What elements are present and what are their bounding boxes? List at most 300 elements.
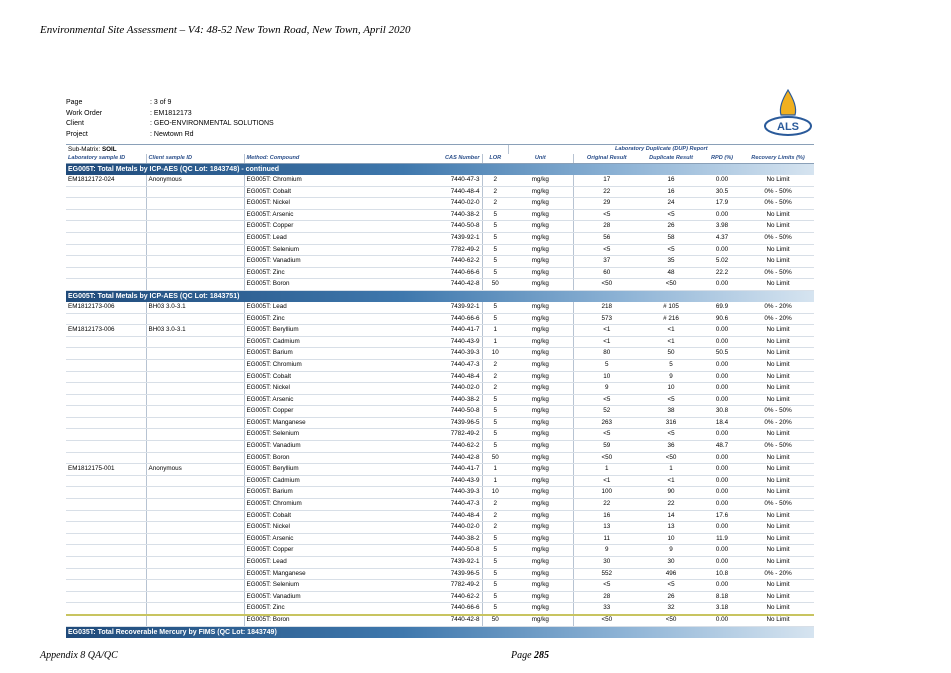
original-result: <5 bbox=[573, 209, 640, 221]
original-result: 552 bbox=[573, 568, 640, 580]
rpd: 17.6 bbox=[702, 510, 742, 522]
client-sample-id bbox=[146, 591, 244, 603]
compound: EG005T: Boron bbox=[244, 279, 432, 291]
rpd: 0.00 bbox=[702, 464, 742, 476]
recovery-limits: 0% - 50% bbox=[742, 441, 814, 453]
lor: 5 bbox=[482, 417, 508, 429]
original-result: <50 bbox=[573, 279, 640, 291]
client-sample-id bbox=[146, 232, 244, 244]
svg-text:ALS: ALS bbox=[777, 121, 799, 133]
lor: 5 bbox=[482, 429, 508, 441]
compound: EG005T: Copper bbox=[244, 221, 432, 233]
recovery-limits: No Limit bbox=[742, 209, 814, 221]
lab-sample-id bbox=[66, 232, 146, 244]
cas-number: 7440-62-2 bbox=[432, 441, 482, 453]
recovery-limits: No Limit bbox=[742, 545, 814, 557]
compound: EG005T: Cobalt bbox=[244, 371, 432, 383]
client-sample-id bbox=[146, 267, 244, 279]
table-row bbox=[66, 394, 814, 406]
compound: EG005T: Zinc bbox=[244, 313, 432, 325]
compound: EG005T: Beryllium bbox=[244, 464, 432, 476]
recovery-limits: No Limit bbox=[742, 336, 814, 348]
table-row bbox=[66, 383, 814, 395]
client-sample-id bbox=[146, 406, 244, 418]
rpd: 0.00 bbox=[702, 499, 742, 511]
rpd: 90.6 bbox=[702, 313, 742, 325]
recovery-limits: No Limit bbox=[742, 580, 814, 592]
client-sample-id bbox=[146, 614, 244, 626]
client-sample-id bbox=[146, 383, 244, 395]
meta-value: : EM1812173 bbox=[150, 109, 192, 117]
compound: EG005T: Vanadium bbox=[244, 256, 432, 268]
recovery-limits: No Limit bbox=[742, 557, 814, 569]
rpd: 0.00 bbox=[702, 371, 742, 383]
cas-number: 7782-49-2 bbox=[432, 580, 482, 592]
cas-number: 7439-92-1 bbox=[432, 302, 482, 313]
section-title: EG035T: Total Recoverable Mercury by FIMS (QC Lot: 1843749) bbox=[66, 626, 814, 638]
lab-sample-id bbox=[66, 522, 146, 534]
table-row bbox=[66, 510, 814, 522]
client-sample-id bbox=[146, 417, 244, 429]
rpd: 0.00 bbox=[702, 487, 742, 499]
rpd: 0.00 bbox=[702, 394, 742, 406]
rpd: 11.9 bbox=[702, 533, 742, 545]
rpd: 17.9 bbox=[702, 198, 742, 210]
lab-sample-id bbox=[66, 510, 146, 522]
lor: 5 bbox=[482, 545, 508, 557]
duplicate-result: 10 bbox=[640, 533, 702, 545]
cas-number: 7440-50-8 bbox=[432, 406, 482, 418]
duplicate-result: <1 bbox=[640, 336, 702, 348]
rpd: 0.00 bbox=[702, 359, 742, 371]
table-row bbox=[66, 359, 814, 371]
original-result: 52 bbox=[573, 406, 640, 418]
table-row bbox=[66, 429, 814, 441]
client-sample-id bbox=[146, 568, 244, 580]
table-row bbox=[66, 348, 814, 360]
cas-number: 7440-66-6 bbox=[432, 267, 482, 279]
duplicate-result: <5 bbox=[640, 209, 702, 221]
section-header bbox=[66, 626, 814, 638]
table-row bbox=[66, 302, 814, 313]
lab-sample-id bbox=[66, 198, 146, 210]
cas-number: 7440-48-4 bbox=[432, 186, 482, 198]
lor: 5 bbox=[482, 533, 508, 545]
meta-value: : GEO-ENVIRONMENTAL SOLUTIONS bbox=[150, 120, 274, 127]
duplicate-result: 5 bbox=[640, 359, 702, 371]
lab-sample-id bbox=[66, 371, 146, 383]
unit: mg/kg bbox=[508, 383, 573, 395]
client-sample-id bbox=[146, 603, 244, 615]
lab-sample-id bbox=[66, 533, 146, 545]
rpd: 30.5 bbox=[702, 186, 742, 198]
rpd: 0.00 bbox=[702, 429, 742, 441]
cas-number: 7440-02-0 bbox=[432, 383, 482, 395]
compound: EG005T: Arsenic bbox=[244, 209, 432, 221]
lor: 5 bbox=[482, 209, 508, 221]
lab-sample-id bbox=[66, 267, 146, 279]
table-row bbox=[66, 267, 814, 279]
lab-sample-id: EM1812173-006 bbox=[66, 325, 146, 337]
als-logo bbox=[762, 88, 814, 138]
lab-sample-id bbox=[66, 406, 146, 418]
duplicate-result: 30 bbox=[640, 557, 702, 569]
rpd: 69.9 bbox=[702, 302, 742, 313]
compound: EG005T: Zinc bbox=[244, 267, 432, 279]
lor: 10 bbox=[482, 348, 508, 360]
cas-number: 7440-50-8 bbox=[432, 221, 482, 233]
client-sample-id bbox=[146, 429, 244, 441]
recovery-limits: No Limit bbox=[742, 603, 814, 615]
client-sample-id bbox=[146, 522, 244, 534]
duplicate-results-table bbox=[66, 145, 814, 638]
recovery-limits: 0% - 50% bbox=[742, 232, 814, 244]
unit: mg/kg bbox=[508, 348, 573, 360]
duplicate-result: # 216 bbox=[640, 313, 702, 325]
lor: 5 bbox=[482, 441, 508, 453]
original-result: 17 bbox=[573, 175, 640, 186]
section-header bbox=[66, 290, 814, 302]
table-row bbox=[66, 487, 814, 499]
original-result: 13 bbox=[573, 522, 640, 534]
original-result: <5 bbox=[573, 580, 640, 592]
submatrix-cell bbox=[66, 145, 508, 154]
duplicate-result: 35 bbox=[640, 256, 702, 268]
bottom-rule bbox=[66, 614, 814, 616]
recovery-limits: No Limit bbox=[742, 510, 814, 522]
unit: mg/kg bbox=[508, 267, 573, 279]
client-sample-id bbox=[146, 452, 244, 464]
table-row bbox=[66, 499, 814, 511]
compound: EG005T: Zinc bbox=[244, 603, 432, 615]
table-row bbox=[66, 313, 814, 325]
duplicate-result: 26 bbox=[640, 591, 702, 603]
meta-value: : Newtown Rd bbox=[150, 130, 194, 138]
submatrix-value: SOIL bbox=[101, 146, 117, 153]
compound: EG005T: Nickel bbox=[244, 383, 432, 395]
cas-number: 7440-43-9 bbox=[432, 475, 482, 487]
compound: EG005T: Chromium bbox=[244, 175, 432, 186]
cas-number: 7439-96-5 bbox=[432, 417, 482, 429]
cas-number: 7440-47-3 bbox=[432, 175, 482, 186]
column-header: Recovery Limits (%) bbox=[742, 154, 814, 164]
lab-sample-id bbox=[66, 279, 146, 291]
lab-sample-id bbox=[66, 244, 146, 256]
unit: mg/kg bbox=[508, 510, 573, 522]
unit: mg/kg bbox=[508, 232, 573, 244]
original-result: <1 bbox=[573, 325, 640, 337]
duplicate-result: 58 bbox=[640, 232, 702, 244]
rpd: 0.00 bbox=[702, 522, 742, 534]
meta-row bbox=[66, 119, 274, 130]
client-sample-id bbox=[146, 209, 244, 221]
lor: 2 bbox=[482, 198, 508, 210]
cas-number: 7440-43-9 bbox=[432, 336, 482, 348]
lab-sample-id bbox=[66, 429, 146, 441]
cas-number: 7440-38-2 bbox=[432, 209, 482, 221]
duplicate-result: 9 bbox=[640, 545, 702, 557]
table-row bbox=[66, 232, 814, 244]
unit: mg/kg bbox=[508, 522, 573, 534]
rpd: 3.18 bbox=[702, 603, 742, 615]
original-result: 263 bbox=[573, 417, 640, 429]
compound: EG005T: Copper bbox=[244, 545, 432, 557]
unit: mg/kg bbox=[508, 568, 573, 580]
cas-number: 7440-47-3 bbox=[432, 499, 482, 511]
rpd: 0.00 bbox=[702, 244, 742, 256]
lor: 5 bbox=[482, 221, 508, 233]
recovery-limits: No Limit bbox=[742, 325, 814, 337]
compound: EG005T: Cobalt bbox=[244, 186, 432, 198]
column-header: Duplicate Result bbox=[640, 154, 702, 164]
unit: mg/kg bbox=[508, 394, 573, 406]
column-header: Laboratory sample ID bbox=[66, 154, 146, 164]
table-row bbox=[66, 406, 814, 418]
lor: 2 bbox=[482, 186, 508, 198]
original-result: 16 bbox=[573, 510, 640, 522]
original-result: 29 bbox=[573, 198, 640, 210]
unit: mg/kg bbox=[508, 279, 573, 291]
cas-number: 7440-50-8 bbox=[432, 545, 482, 557]
lab-sample-id bbox=[66, 557, 146, 569]
compound: EG005T: Nickel bbox=[244, 522, 432, 534]
recovery-limits: 0% - 50% bbox=[742, 499, 814, 511]
compound: EG005T: Lead bbox=[244, 302, 432, 313]
duplicate-result: <50 bbox=[640, 279, 702, 291]
table-row bbox=[66, 591, 814, 603]
recovery-limits: No Limit bbox=[742, 533, 814, 545]
lab-sample-id bbox=[66, 499, 146, 511]
compound: EG005T: Selenium bbox=[244, 244, 432, 256]
original-result: 10 bbox=[573, 371, 640, 383]
cas-number: 7440-39-3 bbox=[432, 487, 482, 499]
lor: 5 bbox=[482, 557, 508, 569]
lor: 1 bbox=[482, 336, 508, 348]
meta-row bbox=[66, 130, 274, 141]
unit: mg/kg bbox=[508, 499, 573, 511]
recovery-limits: No Limit bbox=[742, 279, 814, 291]
table-row bbox=[66, 175, 814, 186]
cas-number: 7440-42-8 bbox=[432, 614, 482, 626]
compound: EG005T: Manganese bbox=[244, 568, 432, 580]
compound: EG005T: Arsenic bbox=[244, 394, 432, 406]
original-result: 11 bbox=[573, 533, 640, 545]
duplicate-result: 1 bbox=[640, 464, 702, 476]
cas-number: 7440-38-2 bbox=[432, 533, 482, 545]
unit: mg/kg bbox=[508, 441, 573, 453]
recovery-limits: No Limit bbox=[742, 487, 814, 499]
rpd: 30.8 bbox=[702, 406, 742, 418]
rpd: 0.00 bbox=[702, 383, 742, 395]
table-row bbox=[66, 522, 814, 534]
section-header bbox=[66, 164, 814, 176]
lab-sample-id bbox=[66, 348, 146, 360]
duplicate-result: 9 bbox=[640, 371, 702, 383]
compound: EG005T: Chromium bbox=[244, 499, 432, 511]
rpd: 0.00 bbox=[702, 452, 742, 464]
recovery-limits: No Limit bbox=[742, 371, 814, 383]
table-row bbox=[66, 221, 814, 233]
client-sample-id bbox=[146, 499, 244, 511]
duplicate-result: 14 bbox=[640, 510, 702, 522]
column-header: RPD (%) bbox=[702, 154, 742, 164]
unit: mg/kg bbox=[508, 221, 573, 233]
recovery-limits: 0% - 20% bbox=[742, 568, 814, 580]
lor: 10 bbox=[482, 487, 508, 499]
original-result: 22 bbox=[573, 499, 640, 511]
compound: EG005T: Lead bbox=[244, 557, 432, 569]
duplicate-result: <1 bbox=[640, 475, 702, 487]
duplicate-result: 26 bbox=[640, 221, 702, 233]
cas-number: 7440-42-8 bbox=[432, 279, 482, 291]
lor: 5 bbox=[482, 302, 508, 313]
lor: 1 bbox=[482, 464, 508, 476]
original-result: 5 bbox=[573, 359, 640, 371]
lab-sample-id bbox=[66, 591, 146, 603]
meta-label: Work Order bbox=[66, 109, 103, 117]
lab-sample-id bbox=[66, 313, 146, 325]
client-sample-id: BH03 3.0-3.1 bbox=[146, 325, 244, 337]
original-result: <50 bbox=[573, 452, 640, 464]
table-row bbox=[66, 244, 814, 256]
compound: EG005T: Manganese bbox=[244, 417, 432, 429]
compound: EG005T: Barium bbox=[244, 487, 432, 499]
client-sample-id bbox=[146, 557, 244, 569]
report-title: Laboratory Duplicate (DUP) Report bbox=[508, 145, 814, 154]
client-sample-id bbox=[146, 441, 244, 453]
lor: 50 bbox=[482, 614, 508, 626]
lab-sample-id bbox=[66, 209, 146, 221]
compound: EG005T: Selenium bbox=[244, 580, 432, 592]
lab-sample-id bbox=[66, 614, 146, 626]
unit: mg/kg bbox=[508, 429, 573, 441]
recovery-limits: No Limit bbox=[742, 464, 814, 476]
compound: EG005T: Cadmium bbox=[244, 475, 432, 487]
compound: EG005T: Vanadium bbox=[244, 441, 432, 453]
cas-number: 7440-48-4 bbox=[432, 510, 482, 522]
duplicate-result: 50 bbox=[640, 348, 702, 360]
unit: mg/kg bbox=[508, 336, 573, 348]
table-row bbox=[66, 557, 814, 569]
report-meta bbox=[66, 98, 274, 140]
rpd: 8.18 bbox=[702, 591, 742, 603]
compound: EG005T: Lead bbox=[244, 232, 432, 244]
unit: mg/kg bbox=[508, 487, 573, 499]
lor: 2 bbox=[482, 383, 508, 395]
table-row bbox=[66, 441, 814, 453]
table-row bbox=[66, 464, 814, 476]
client-sample-id bbox=[146, 186, 244, 198]
duplicate-result: <5 bbox=[640, 580, 702, 592]
cas-number: 7440-62-2 bbox=[432, 591, 482, 603]
compound: EG005T: Selenium bbox=[244, 429, 432, 441]
table-row bbox=[66, 209, 814, 221]
client-sample-id bbox=[146, 533, 244, 545]
compound: EG005T: Copper bbox=[244, 406, 432, 418]
client-sample-id bbox=[146, 256, 244, 268]
cas-number: 7440-66-6 bbox=[432, 313, 482, 325]
lor: 2 bbox=[482, 499, 508, 511]
unit: mg/kg bbox=[508, 359, 573, 371]
footer-appendix: Appendix 8 QA/QC bbox=[40, 650, 118, 661]
table-row bbox=[66, 371, 814, 383]
column-header-row bbox=[66, 154, 814, 164]
client-sample-id: BH03 3.0-3.1 bbox=[146, 302, 244, 313]
original-result: 28 bbox=[573, 591, 640, 603]
duplicate-result: 16 bbox=[640, 175, 702, 186]
client-sample-id bbox=[146, 279, 244, 291]
original-result: 33 bbox=[573, 603, 640, 615]
rpd: 3.98 bbox=[702, 221, 742, 233]
original-result: <50 bbox=[573, 614, 640, 626]
unit: mg/kg bbox=[508, 371, 573, 383]
lor: 5 bbox=[482, 313, 508, 325]
cas-number: 7440-62-2 bbox=[432, 256, 482, 268]
cas-number: 7440-41-7 bbox=[432, 464, 482, 476]
original-result: 80 bbox=[573, 348, 640, 360]
cas-number: 7440-39-3 bbox=[432, 348, 482, 360]
unit: mg/kg bbox=[508, 313, 573, 325]
original-result: 9 bbox=[573, 383, 640, 395]
recovery-limits: 0% - 50% bbox=[742, 406, 814, 418]
client-sample-id bbox=[146, 371, 244, 383]
lab-sample-id bbox=[66, 336, 146, 348]
rpd: 0.00 bbox=[702, 545, 742, 557]
client-sample-id bbox=[146, 580, 244, 592]
duplicate-result: 10 bbox=[640, 383, 702, 395]
recovery-limits: No Limit bbox=[742, 348, 814, 360]
cas-number: 7782-49-2 bbox=[432, 429, 482, 441]
duplicate-result: <5 bbox=[640, 244, 702, 256]
lor: 50 bbox=[482, 452, 508, 464]
compound: EG005T: Cadmium bbox=[244, 336, 432, 348]
client-sample-id bbox=[146, 394, 244, 406]
recovery-limits: No Limit bbox=[742, 175, 814, 186]
lab-sample-id: EM1812173-006 bbox=[66, 302, 146, 313]
rpd: 5.02 bbox=[702, 256, 742, 268]
recovery-limits: No Limit bbox=[742, 591, 814, 603]
original-result: 9 bbox=[573, 545, 640, 557]
rpd: 0.00 bbox=[702, 557, 742, 569]
section-title: EG005T: Total Metals by ICP-AES (QC Lot: 1843751) bbox=[66, 290, 814, 302]
unit: mg/kg bbox=[508, 186, 573, 198]
lor: 5 bbox=[482, 232, 508, 244]
recovery-limits: 0% - 50% bbox=[742, 198, 814, 210]
recovery-limits: 0% - 50% bbox=[742, 186, 814, 198]
cas-number: 7440-48-4 bbox=[432, 371, 482, 383]
cas-number: 7440-02-0 bbox=[432, 522, 482, 534]
unit: mg/kg bbox=[508, 209, 573, 221]
lor: 5 bbox=[482, 394, 508, 406]
meta-row bbox=[66, 98, 274, 109]
unit: mg/kg bbox=[508, 533, 573, 545]
client-sample-id bbox=[146, 198, 244, 210]
lab-sample-id bbox=[66, 545, 146, 557]
original-result: <5 bbox=[573, 429, 640, 441]
lab-sample-id bbox=[66, 475, 146, 487]
column-header: Client sample ID bbox=[146, 154, 244, 164]
duplicate-result: 32 bbox=[640, 603, 702, 615]
lor: 5 bbox=[482, 244, 508, 256]
compound: EG005T: Boron bbox=[244, 614, 432, 626]
lab-sample-id: EM1812172-024 bbox=[66, 175, 146, 186]
compound: EG005T: Cobalt bbox=[244, 510, 432, 522]
original-result: 37 bbox=[573, 256, 640, 268]
original-result: 30 bbox=[573, 557, 640, 569]
duplicate-result: 13 bbox=[640, 522, 702, 534]
rpd: 0.00 bbox=[702, 475, 742, 487]
unit: mg/kg bbox=[508, 603, 573, 615]
